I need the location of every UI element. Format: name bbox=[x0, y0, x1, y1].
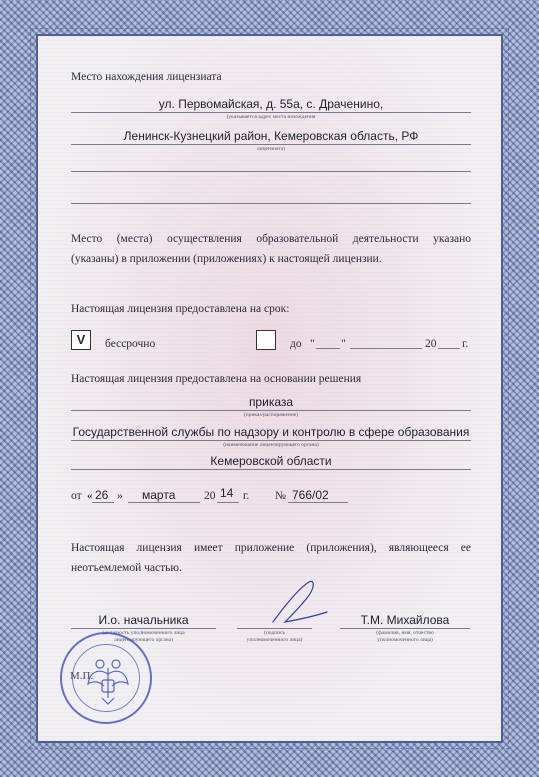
signatory-position: И.о. начальника bbox=[98, 613, 189, 627]
signature-underline bbox=[237, 628, 312, 629]
until-close-quote: " bbox=[341, 338, 346, 350]
signatory-name-underline bbox=[340, 628, 470, 629]
annex-text-line2: неотъемлемой частью. bbox=[71, 562, 182, 574]
annex-text-line1: Настоящая лицензия имеет приложение (приложения), являющееся ее bbox=[71, 542, 471, 554]
unlimited-label: бессрочно bbox=[105, 338, 156, 350]
date-open-quote: « bbox=[87, 490, 93, 502]
signatory-position-underline bbox=[71, 628, 216, 629]
basis-region-underline bbox=[71, 469, 471, 470]
signatory-position-caption-2: лицензирующего органа) bbox=[113, 637, 173, 643]
address-line2-caption: лицензиата) bbox=[256, 146, 286, 152]
until-year-prefix: 20 bbox=[425, 338, 437, 350]
until-checkbox[interactable] bbox=[256, 330, 276, 350]
unlimited-checkbox[interactable]: V bbox=[71, 330, 91, 350]
until-day-underline bbox=[316, 348, 340, 349]
date-close-quote: » bbox=[117, 490, 123, 502]
license-number: 766/02 bbox=[292, 488, 329, 502]
until-year-suffix: г. bbox=[462, 338, 469, 350]
date-from-label: от bbox=[71, 490, 82, 502]
term-label: Настоящая лицензия предоставлена на срок: bbox=[71, 303, 290, 315]
signatory-position-caption-1: (должность уполномоченного лица bbox=[102, 630, 185, 636]
basis-doc-type-caption: (приказ/распоряжение) bbox=[243, 412, 299, 418]
signature-caption-2: уполномоченного лица) bbox=[246, 637, 303, 643]
basis-authority-caption: (наименование лицензирующего органа) bbox=[223, 442, 319, 448]
activity-text-line1: Место (места) осуществления образовательной деятельности указано bbox=[71, 233, 471, 245]
date-year-suffix: г. bbox=[243, 490, 250, 502]
signature-caption-1: (подпись bbox=[263, 630, 285, 636]
basis-authority: Государственной службы по надзору и контролю в сфере образования bbox=[72, 425, 470, 439]
date-month: марта bbox=[142, 488, 176, 502]
signatory-name-caption-1: (фамилия, имя, отчество bbox=[376, 630, 434, 636]
stamp-label: М.П. bbox=[70, 670, 94, 682]
address-blank-line-2 bbox=[71, 203, 471, 204]
date-year-prefix: 20 bbox=[204, 490, 216, 502]
signatory-name-caption-2: уполномоченного лица) bbox=[377, 637, 433, 643]
license-number-underline bbox=[288, 502, 348, 503]
until-month-underline bbox=[350, 348, 422, 349]
until-open-quote: " bbox=[310, 338, 315, 350]
date-year-underline bbox=[217, 502, 239, 503]
license-number-label: № bbox=[275, 490, 286, 502]
basis-doc-type: приказа bbox=[248, 395, 294, 409]
address-line1-caption: (указывается адрес места нахождения bbox=[226, 114, 316, 120]
until-label: до bbox=[290, 338, 302, 350]
date-month-underline bbox=[128, 502, 200, 503]
basis-authority-underline bbox=[71, 440, 471, 441]
address-blank-line-1 bbox=[71, 171, 471, 172]
address-line2-underline bbox=[71, 144, 471, 145]
address-label: Место нахождения лицензиата bbox=[71, 71, 222, 83]
until-year-underline bbox=[438, 348, 460, 349]
basis-doc-type-underline bbox=[71, 410, 471, 411]
basis-region: Кемеровской области bbox=[210, 454, 332, 468]
address-line1-underline bbox=[71, 112, 471, 113]
address-line1: ул. Первомайская, д. 55а, с. Драченино, bbox=[158, 97, 384, 111]
activity-text-line2: (указаны) в приложении (приложениях) к настоящей лицензии. bbox=[71, 253, 382, 265]
date-year-value: 14 bbox=[220, 486, 234, 500]
address-line2: Ленинск-Кузнецкий район, Кемеровская область, РФ bbox=[123, 129, 419, 143]
handwritten-signature bbox=[265, 578, 335, 630]
basis-label: Настоящая лицензия предоставлена на основании решения bbox=[71, 373, 362, 385]
date-day-underline bbox=[92, 502, 114, 503]
signatory-name: Т.М. Михайлова bbox=[360, 613, 450, 627]
date-day: 26 bbox=[95, 488, 109, 502]
